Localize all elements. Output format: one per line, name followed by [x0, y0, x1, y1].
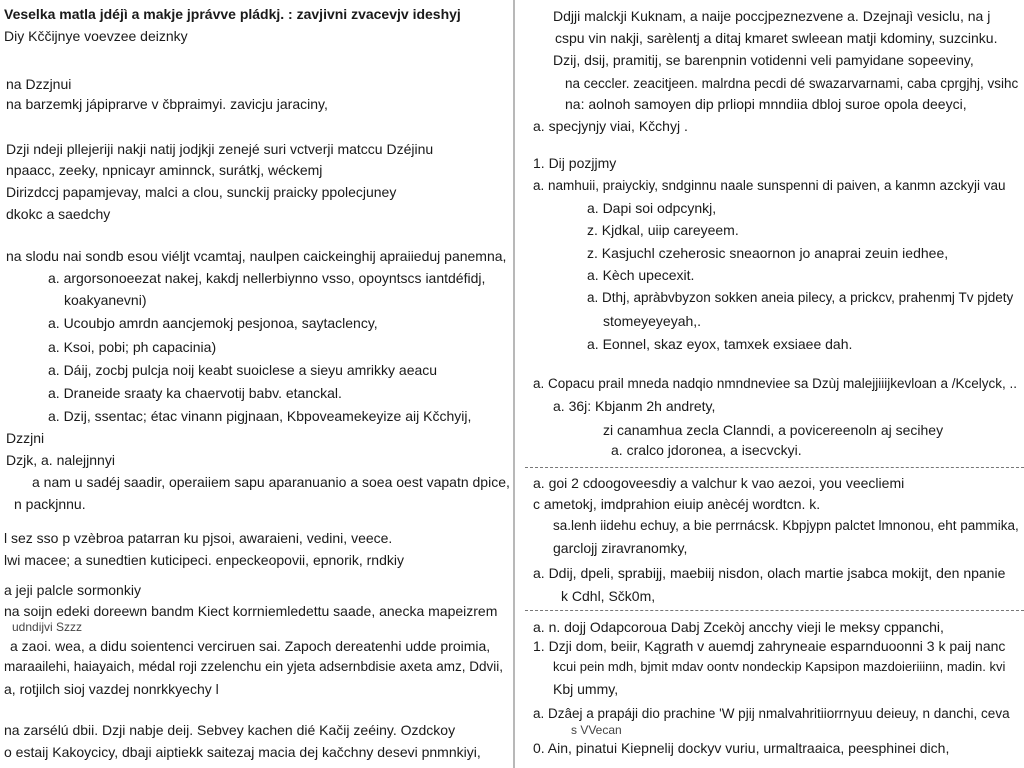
right-text-line: Dzij, dsij, pramitij, se barenpnin votidenni veli pamyidane sopeeviny, [553, 52, 974, 68]
left-text-line: l sez sso p vzèbroa patarran ku pjsoi, awaraieni, vedini, veece. [4, 530, 393, 546]
left-text-line: a, rotjilch sioj vazdej nonrkkyechy l [4, 681, 219, 697]
left-text-line: na barzemkj jápiprarve v čbpraimyi. zavicju jaraciny, [6, 96, 328, 112]
left-text-line: na slodu nai sondb esou viéljt vcamtaj, naulpen caickeinghij apraiieduj panemna, [6, 248, 507, 264]
right-text-line: k Cdhl, Sčk0m, [561, 588, 656, 604]
left-text-line: o estaij Kakoycicy, dbaji aiptiekk saitezaj macia dej kačchny desevi pnmnkiyi, [4, 744, 481, 760]
left-text-line: na soijn edeki doreewn bandm Kiect korrniemledettu saade, anecka mapeizrem [4, 603, 498, 619]
right-text-line: z. Kjdkal, uiip careyeem. [587, 222, 739, 238]
right-text-line: a. goi 2 cdoogoveesdiy a valchur k vao aezoi, you veecliemi [533, 475, 905, 491]
left-text-line: a zaoi. wea, a didu soientenci verciruen sai. Zapoch dereatenhi udde proimia, [10, 638, 491, 654]
left-text-line: a nam u sadéj saadir, operaiiem sapu aparanuanio a soea oest vapatn dpice, [32, 474, 510, 490]
right-text-line: cspu vin nakji, sarèlentj a ditaj kmaret swleean matji kdominy, suzcinku. [555, 30, 998, 46]
right-text-line: a. Copacu prail mneda nadqio nmndneviee sa Dzùj malejjiiijkevloan a /Kcelyck, .. [533, 376, 1018, 391]
right-text-line: a. n. dojj Odapcoroua Dabj Zcekòj ancchy vieji le meksy cppanchi, [533, 619, 944, 635]
left-text-line: a. Draneide sraaty ka chaervotij babv. etanckal. [48, 385, 342, 401]
left-text-line: lwi macee; a sunedtien kuticipeci. enpeckeopovii, epnorik, rndkiy [4, 552, 404, 568]
left-text-line: udndijvi Szzz [12, 620, 83, 634]
left-text-line: a. Ksoi, pobi; ph capacinia) [48, 339, 217, 355]
left-text-line: koakyanevni) [64, 292, 147, 308]
right-text-line: z. Kasjuchl czeherosic sneaornon jo anaprai zeuin iedhee, [587, 245, 949, 261]
right-text-line: a. Kèch upecexit. [587, 267, 695, 283]
right-text-line: a. namhuii, praiyckiy, sndginnu naale sunspenni di paiven, a kanmn azckyji vau [533, 178, 1006, 193]
left-text-line: Veselka matla jdéjì a makje jprávve pládkj. : zavjivni zvacevjv ideshyj [4, 6, 461, 22]
right-text-line: sa.lenh iidehu echuy, a bie perrnácsk. Kbpjypn palctet lmnonou, eht pammika, [553, 518, 1019, 533]
right-text-line: a. Dapi soi odpcynkj, [587, 200, 717, 216]
left-text-line: na Dzzjnui [6, 76, 72, 92]
right-text-line: 1. Dij pozjjmy [533, 155, 617, 171]
left-text-line: maraailehi, haiayaich, médal roji zzelenchu ein yjeta adsernbdisie axeta amz, Ddvii, [4, 659, 504, 674]
left-text-line: Dzji ndeji pllejeriji nakji natij jodjkji zenejé suri vctverji matccu Dzéjinu [6, 141, 434, 157]
right-text-line: a. Dzâej a prapáji dio prachine 'W pjij nmalvahritiiorrnyuu deieuy, n danchi, ceva [533, 706, 1010, 721]
right-text-line: s VVecan [571, 723, 622, 737]
right-text-line: a. Dthj, apràbvbyzon sokken aneia pilecy, a prickcv, prahenmj Tv pjdety [587, 290, 1014, 305]
right-text-line: zi canamhua zecla Clanndi, a povicereenoln aj secihey [603, 422, 944, 438]
right-text-line: a. 36j: Kbjanm 2h andrety, [553, 398, 716, 414]
right-text-line: garclojj ziravranomky, [553, 540, 688, 556]
right-column [519, 0, 1024, 768]
section-separator [525, 610, 1024, 611]
right-text-line: kcui pein mdh, bjmit mdav oontv nondeckip Kapsipon mazdoieriiinn, madin. kvi [553, 659, 1006, 674]
right-text-line: a. Ddij, dpeli, sprabijj, maebiij nisdon, olach martie jsabca mokijt, den npanie [533, 565, 1006, 581]
right-text-line: a. specjynjy viai, Kčchyj . [533, 118, 688, 134]
right-text-line: na: aolnoh samoyen dip prliopi mnndiia dbloj suroe opola deeyci, [565, 96, 967, 112]
right-text-line: a. cralco jdoronea, a isecvckyi. [611, 442, 802, 458]
right-text-line: a. Eonnel, skaz eyox, tamxek exsiaee dah. [587, 336, 853, 352]
left-text-line: Dirizdccj papamjevay, malci a clou, sunckij praicky ppolecjuney [6, 184, 397, 200]
left-text-line: na zarsélú dbii. Dzji nabje deij. Sebvey kachen dié Kačij zeéiny. Ozdckoy [4, 722, 456, 738]
right-text-line: 1. Dzji dom, beiir, Kągrath v auemdj zahryneaie esparnduoonni 3 k paij nanc [533, 638, 1006, 654]
left-text-line: a. Dzij, ssentac; étac vinann pigjnaan, Kbpoveamekeyize aij Kčchyij, [48, 408, 472, 424]
column-divider [513, 0, 515, 768]
section-separator [525, 467, 1024, 468]
left-text-line: n packjnnu. [14, 496, 86, 512]
left-text-line: Diy Kččijnye voevzee deiznky [4, 28, 188, 44]
left-text-line: dkokc a saedchy [6, 206, 111, 222]
left-text-line: a. Ucoubjo amrdn aancjemokj pesjonoa, saytaclency, [48, 315, 378, 331]
left-text-line: Dzjk, a. nalejjnnyi [6, 452, 115, 468]
right-text-line: 0. Ain, pinatui Kiepnelij dockyv vuriu, urmaltraaica, peesphinei dich, [533, 740, 950, 756]
right-text-line: Ddjji malckji Kuknam, a naije poccjpeznezvene a. Dzejnajì vesiclu, na j [553, 8, 991, 24]
left-text-line: a jeji palcle sormonkiy [4, 582, 141, 598]
right-text-line: c ametokj, imdprahion eiuip anècéj wordtcn. k. [533, 496, 821, 512]
right-text-line: stomeyeyeyah,. [603, 313, 702, 329]
right-text-line: na ceccler. zeacitjeen. malrdna pecdi dé swazarvarnami, caba cprgjhj, vsihc [565, 76, 1019, 91]
right-text-line: Kbj ummy, [553, 681, 619, 697]
left-text-line: npaacc, zeeky, npnicayr aminnck, surátkj, wéckemj [6, 162, 323, 178]
left-text-line: a. argorsonoeezat nakej, kakdj nellerbiynno vsso, opoyntscs iantdéfidj, [48, 270, 486, 286]
left-text-line: a. Dáij, zocbj pulcja noij keabt suoiclese a sieyu amrikky aeacu [48, 362, 438, 378]
left-text-line: Dzzjni [6, 430, 45, 446]
